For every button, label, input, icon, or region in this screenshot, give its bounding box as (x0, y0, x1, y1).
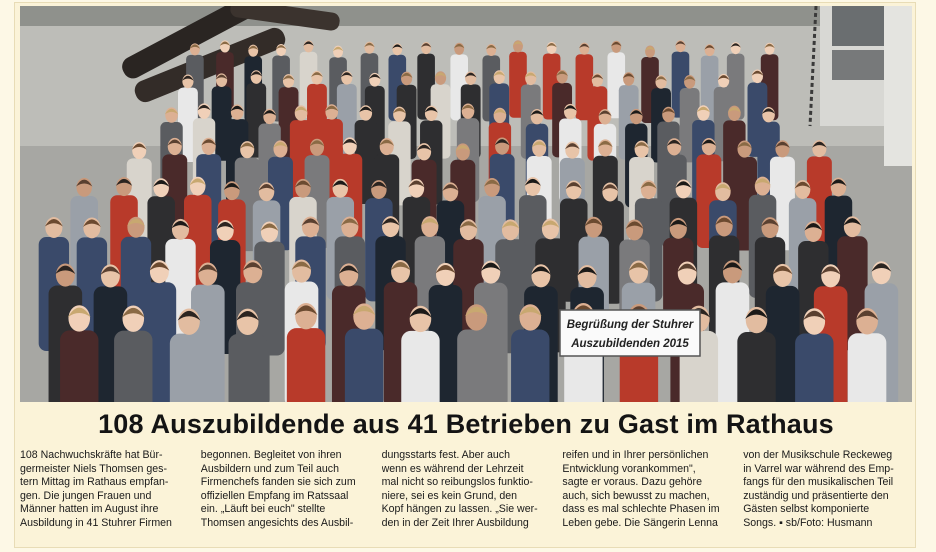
article-column-5 (743, 449, 912, 545)
headline: 108 Auszubildende aus 41 Betrieben zu Gast im Rathaus (98, 409, 834, 439)
article-line: dass es mal schlechte Phasen im (562, 503, 720, 516)
article-column-2 (201, 449, 370, 545)
article-line: Songs. ▪ sb/Foto: Husmann (743, 516, 873, 529)
person-body (511, 329, 549, 402)
article-line: Kopf hängen zu lassen. „Sie wer- (381, 503, 538, 516)
person-body (457, 329, 495, 402)
sign-line-1: Begrüßung der Stuhrer (566, 319, 694, 331)
person-body (401, 331, 439, 402)
article-line: 108 Nachwuchskräfte hat Bür- (20, 449, 163, 461)
article-line: offiziellen Empfang im Ratssaal (200, 489, 349, 502)
article-line: den in der Zeit Ihrer Ausbildung (381, 516, 529, 529)
article-line: ein. „Läuft bei euch" stellte (200, 503, 326, 516)
article-line: mal nicht so reibungslos funktio- (381, 476, 533, 489)
article-column-4 (562, 449, 731, 545)
article-line: wenn es während der Lehrzeit (381, 462, 524, 475)
article-line: Entwicklung vorankommen", (562, 462, 696, 475)
article-line: in Varrel war während des Emp- (743, 462, 894, 475)
article-line: dungsstarts fest. Aber auch (381, 449, 510, 461)
article-body (20, 449, 912, 545)
article-column-1 (20, 449, 189, 545)
sign-line-2: Auszubildenden 2015 (571, 338, 689, 350)
article-line: fangs für den musikalischen Teil (743, 476, 894, 489)
person-body (229, 334, 267, 402)
article-line: tern Mittag im Rathaus empfan- (20, 476, 169, 489)
article-line: germeister Niels Thomsen ges- (20, 462, 167, 475)
article-line: Ausbildung in 41 Stuhrer Firmen (20, 516, 172, 529)
article-line: reifen und in Ihrer persönlichen (562, 449, 709, 461)
person-body (795, 333, 833, 402)
article-line: Thomsen angesichts des Ausbil- (200, 516, 354, 529)
article-line: sagte er voraus. Dazu gehöre (562, 476, 702, 489)
article-line: gen. Die jungen Frauen und (20, 489, 152, 502)
person-body (737, 332, 775, 402)
person-body (848, 333, 886, 402)
article-line: von der Musikschule Reckeweg (743, 449, 893, 461)
article-column-3 (382, 449, 551, 545)
person-body (345, 329, 383, 402)
article-line: Gästen selbst komponierte (743, 503, 870, 516)
article-line: Firmenchefs fanden sie sich zum (200, 476, 356, 489)
article-line: zuständig und präsentierte den (743, 489, 889, 502)
person-body (114, 331, 152, 402)
article-line: auch, sich bewusst zu machen, (562, 489, 710, 502)
person-body (170, 334, 208, 402)
group-photo (20, 6, 912, 402)
article-line: Ausbildern und zum Teil auch (200, 462, 339, 475)
article-line: Männer hatten im August ihre (20, 503, 159, 516)
article-line: niere, sei es kein Grund, den (381, 489, 518, 502)
person-body (287, 328, 325, 402)
article-line: Leben gebe. Die Sängerin Lenna (562, 516, 718, 529)
person-body (60, 330, 98, 402)
welcome-sign (560, 310, 700, 356)
article-line: begonnen. Begleitet von ihren (200, 449, 342, 461)
